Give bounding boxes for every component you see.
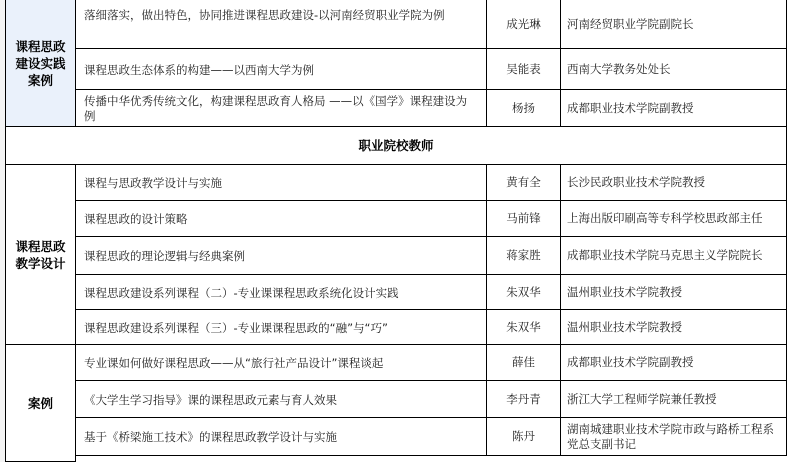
- course-title: 课程思政建设系列课程（二）-专业课课程思政系统化设计实践: [84, 285, 399, 300]
- person-cell[interactable]: [487, 345, 561, 381]
- section-header[interactable]: [5, 127, 787, 165]
- org-title: 成都职业技术学院马克思主义学院院长: [567, 248, 763, 262]
- org-cell[interactable]: [561, 237, 787, 275]
- course-title-cell[interactable]: [76, 49, 487, 90]
- org-title: 成都职业技术学院副教授: [567, 100, 694, 115]
- person-name: 蒋家胜: [506, 248, 541, 262]
- person-cell[interactable]: [487, 49, 561, 90]
- org-cell[interactable]: [561, 275, 787, 310]
- org-title: 湖南城建职业技术学院市政与路桥工程系党总支副书记: [567, 421, 774, 451]
- org-cell[interactable]: [561, 0, 787, 49]
- category-cell[interactable]: [5, 165, 76, 345]
- category-cell[interactable]: [5, 345, 76, 462]
- course-title-cell[interactable]: [76, 201, 487, 237]
- course-title: 《大学生学习指导》课的课程思政元素与育人效果: [84, 392, 337, 407]
- org-title: 西南大学教务处处长: [567, 61, 671, 76]
- person-name: 马前锋: [506, 211, 541, 225]
- person-cell[interactable]: [487, 381, 561, 418]
- course-title-cell[interactable]: [76, 345, 487, 381]
- person-name: 陈丹: [512, 429, 535, 443]
- org-cell[interactable]: [561, 90, 787, 127]
- course-title: 课程思政建设系列课程（三）-专业课课程思政的“融”与“巧”: [84, 320, 388, 335]
- org-cell[interactable]: [561, 418, 787, 456]
- course-title: 落细落实，做出特色，协同推进课程思政建设-以河南经贸职业学院为例: [84, 8, 445, 22]
- course-title-cell[interactable]: [76, 418, 487, 456]
- org-cell[interactable]: [561, 381, 787, 418]
- person-cell[interactable]: [487, 275, 561, 310]
- person-cell[interactable]: [487, 418, 561, 456]
- org-cell[interactable]: [561, 201, 787, 237]
- course-title-cell[interactable]: [76, 165, 487, 201]
- org-title: 上海出版印刷高等专科学校思政部主任: [567, 211, 763, 225]
- person-name: 吴能表: [506, 61, 541, 76]
- org-cell[interactable]: [561, 345, 787, 381]
- category-label: 课程思政建设实践案例: [15, 38, 66, 88]
- person-name: 成光琳: [506, 16, 541, 31]
- org-cell[interactable]: [561, 49, 787, 90]
- category-cell[interactable]: [5, 0, 76, 127]
- person-name: 朱双华: [506, 284, 541, 299]
- person-name: 杨扬: [512, 100, 535, 115]
- org-title: 温州职业技术学院教授: [567, 319, 682, 334]
- person-name: 薛佳: [512, 355, 535, 369]
- org-title: 温州职业技术学院教授: [567, 284, 682, 299]
- course-title: 专业课如何做好课程思政——从“旅行社产品设计”课程谈起: [84, 356, 384, 370]
- person-cell[interactable]: [487, 0, 561, 49]
- course-title-cell[interactable]: [76, 237, 487, 275]
- person-cell[interactable]: [487, 237, 561, 275]
- course-title: 课程思政生态体系的构建——以西南大学为例: [84, 62, 314, 77]
- course-title: 课程思政的设计策略: [84, 212, 188, 226]
- person-name: 李丹青: [506, 391, 541, 406]
- course-title-cell[interactable]: [76, 90, 487, 127]
- person-name: 黄有全: [506, 175, 541, 189]
- org-cell[interactable]: [561, 310, 787, 345]
- course-title: 课程思政的理论逻辑与经典案例: [84, 249, 245, 263]
- org-cell[interactable]: [561, 165, 787, 201]
- org-title: 长沙民政职业技术学院教授: [567, 175, 705, 189]
- person-name: 朱双华: [506, 319, 541, 334]
- org-title: 河南经贸职业学院副院长: [567, 16, 694, 31]
- course-title-cell[interactable]: [76, 275, 487, 310]
- course-title-cell[interactable]: [76, 381, 487, 418]
- person-cell[interactable]: [487, 310, 561, 345]
- course-title-cell[interactable]: [76, 0, 487, 49]
- person-cell[interactable]: [487, 90, 561, 127]
- category-label: 案例: [27, 395, 53, 411]
- course-title-cell[interactable]: [76, 310, 487, 345]
- person-cell[interactable]: [487, 165, 561, 201]
- person-cell[interactable]: [487, 201, 561, 237]
- section-header-label: 职业院校教师: [358, 138, 434, 153]
- org-title: 浙江大学工程师学院兼任教授: [567, 391, 717, 406]
- org-title: 成都职业技术学院副教授: [567, 355, 694, 369]
- course-title: 课程与思政教学设计与实施: [84, 176, 222, 190]
- course-title: 基于《桥梁施工技术》的课程思政教学设计与实施: [84, 430, 337, 444]
- course-title: 传播中华优秀传统文化，构建课程思政育人格局 ——以《国学》课程建设为例: [84, 94, 468, 123]
- category-label: 课程思政教学设计: [15, 238, 66, 271]
